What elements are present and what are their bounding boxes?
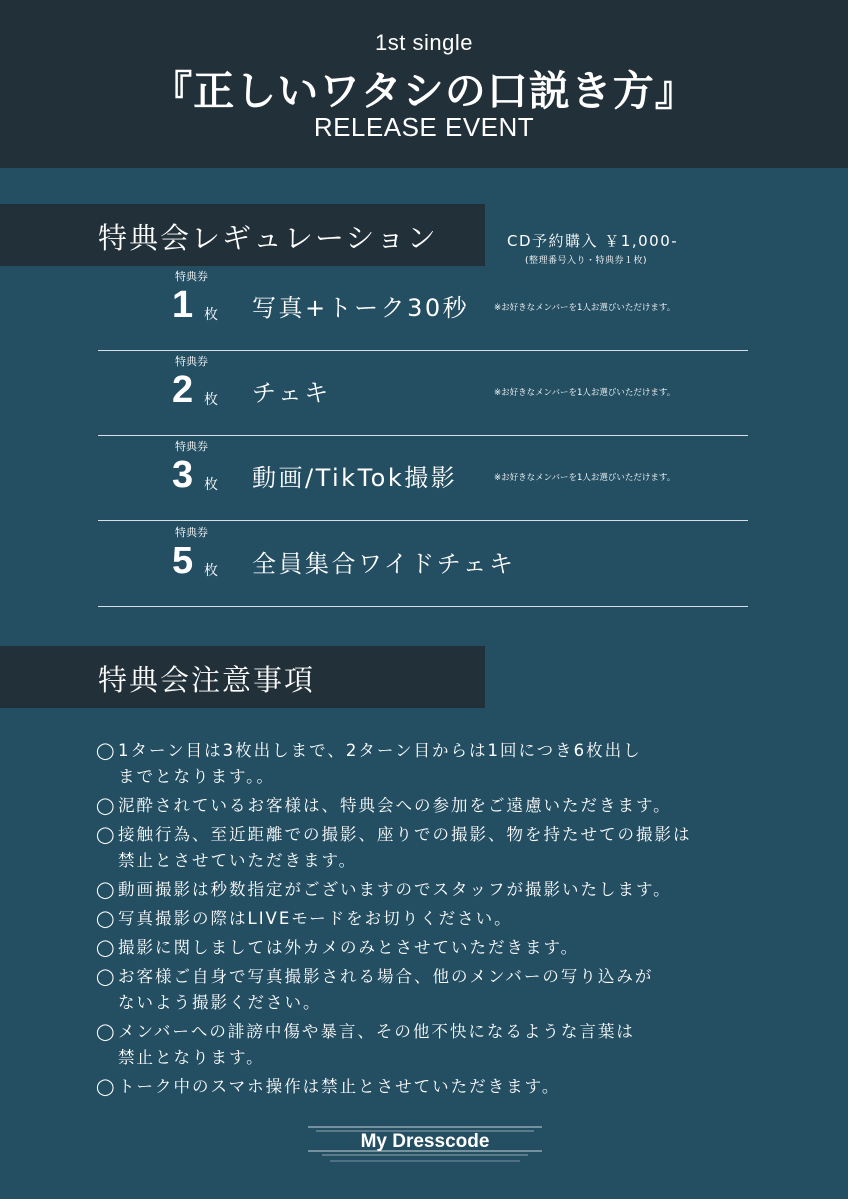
ticket-label: 特典券 [175,526,208,539]
notes-heading: 特典会注意事項 [98,663,316,697]
ticket-unit: 枚 [204,392,218,408]
note-item [96,822,798,874]
event-label: RELEASE EVENT [313,112,535,142]
note-text: 禁止となります。 [118,1048,265,1067]
note-text: メンバーへの誹謗中傷や暴言、その他不快になるような言葉は [118,1022,635,1041]
note-item [96,877,798,903]
ticket-count: 3 [172,454,194,496]
note-text: ないよう撮影ください。 [118,993,322,1012]
note-text: 接触行為、至近距離での撮影、座りでの撮影、物を持たせての撮影は [118,825,692,844]
single-title: 『正しいワタシの口説き方』 [151,67,697,115]
benefit-name: 全員集合ワイドチェキ [252,550,516,578]
benefit-row [98,264,748,351]
circle-marker: ◯ [96,938,117,957]
note-text: 撮影に関しましては外カメのみとさせていただきます。 [118,938,580,957]
note-item [96,935,798,961]
benefit-row [98,520,748,607]
ticket-unit: 枚 [204,477,218,493]
benefit-name: チェキ [252,379,331,407]
benefit-name: 動画/TikTok撮影 [252,464,458,492]
note-text: 1ターン目は3枚出しまで、2ターン目からは1回につき6枚出し [118,741,642,760]
notes-heading-bar [0,646,485,708]
regulation-heading-bar [0,204,485,266]
note-text: 禁止とさせていただきます。 [118,851,358,870]
benefit-note: ※お好きなメンバーを1人お選びいただけます。 [494,388,676,398]
ticket-count: 2 [172,369,194,411]
benefit-note: ※お好きなメンバーを1人お選びいただけます。 [494,473,676,483]
regulation-heading: 特典会レギュレーション [98,221,438,255]
circle-marker: ◯ [96,1077,117,1096]
notes-list [96,738,798,1103]
circle-marker: ◯ [96,741,117,760]
note-item [96,906,798,932]
note-item [96,964,798,1016]
logo-text: My Dresscode [360,1131,490,1152]
ticket-label: 特典券 [175,355,208,368]
note-item [96,1074,798,1100]
circle-marker: ◯ [96,909,117,928]
benefit-row [98,434,748,521]
circle-marker: ◯ [96,1022,117,1041]
note-text: 泥酔されているお客様は、特典会への参加をご遠慮いただきます。 [118,796,672,815]
circle-marker: ◯ [96,880,117,899]
ticket-count: 5 [172,540,194,582]
note-item [96,793,798,819]
ticket-count: 1 [172,284,194,326]
circle-marker: ◯ [96,825,117,844]
ticket-unit: 枚 [204,307,218,323]
price-text: CD予約購入 ￥1,000- [507,232,679,250]
circle-marker: ◯ [96,967,117,986]
ticket-label: 特典券 [175,270,208,283]
benefit-note: ※お好きなメンバーを1人お選びいただけます。 [494,303,676,313]
note-text: 写真撮影の際はLIVEモードをお切りください。 [118,909,513,928]
header-banner [0,0,848,168]
note-item [96,738,798,790]
note-text: トーク中のスマホ操作は禁止とさせていただきます。 [118,1077,561,1096]
note-item [96,1019,798,1071]
note-text: お客様ご自身で写真撮影される場合、他のメンバーの写り込みが [118,967,654,986]
benefit-row [98,349,748,436]
circle-marker: ◯ [96,796,117,815]
note-text: までとなります。。 [118,767,275,786]
ticket-unit: 枚 [204,563,218,579]
price-note: (整理番号入り・特典券１枚) [525,256,648,266]
my-dresscode-logo [308,1121,542,1165]
ticket-label: 特典券 [175,440,208,453]
note-text: 動画撮影は秒数指定がございますのでスタッフが撮影いたします。 [118,880,672,899]
single-subtitle: 1st single [375,30,473,55]
benefit-name: 写真+トーク30秒 [252,294,470,322]
